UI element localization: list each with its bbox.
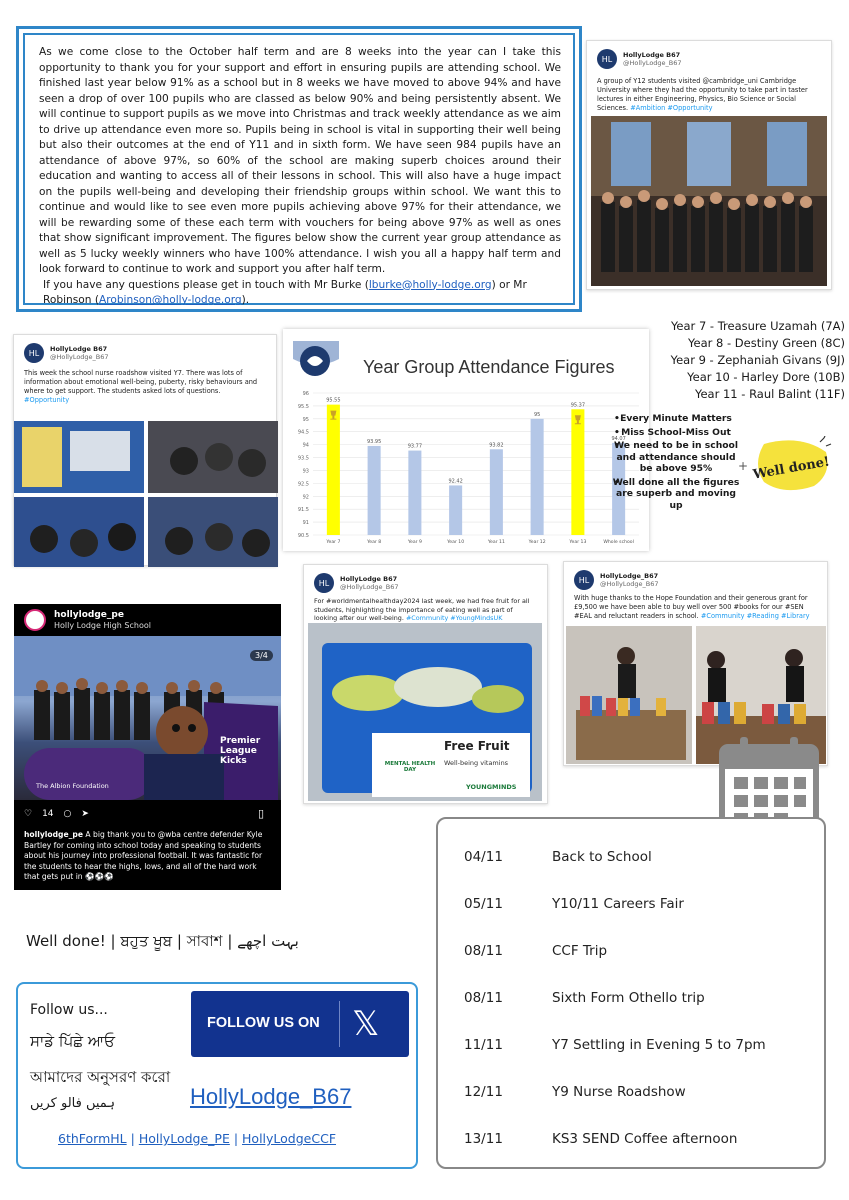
bar-value-label: 93.77 xyxy=(407,443,423,450)
event-item xyxy=(464,990,705,1006)
event-item xyxy=(464,849,652,865)
tweet-text xyxy=(597,77,821,113)
link-6thformhl[interactable]: 6thFormHL xyxy=(58,1131,127,1146)
event-title: Back to School xyxy=(552,849,652,865)
event-date: 05/11 xyxy=(464,896,503,912)
winner-year-8: Year 8 - Destiny Green (8C) xyxy=(688,336,845,350)
tweet-author-handle: @HollyLodge_B67 xyxy=(600,580,659,588)
event-title: Y10/11 Careers Fair xyxy=(552,896,684,912)
intro-contact xyxy=(39,278,561,309)
share-icon[interactable]: ➤ xyxy=(81,809,89,819)
note-item: • Well done all the figures are superb and moving up xyxy=(612,477,740,512)
follow-button-label: FOLLOW US ON xyxy=(207,1015,320,1031)
cambridge-group-photo xyxy=(591,116,827,286)
bar-value-label: 95.55 xyxy=(326,397,341,404)
tweet-author-handle: @HollyLodge_B67 xyxy=(623,59,682,67)
winner-year-10: Year 10 - Harley Dore (10B) xyxy=(687,370,845,384)
well-done-multilingual: Well done! | ਬਹੁਤ ਖੂਬ | সাবাশ | بہت اچھے xyxy=(26,932,299,950)
tweet-nurse-roadshow xyxy=(13,334,277,566)
y-tick-label: 92 xyxy=(302,494,309,501)
bar-value-label: 93.95 xyxy=(366,438,382,445)
tweet-author-name: HollyLodge B67 xyxy=(623,51,681,59)
caption-text: A big thank you to @wba centre defender Kyle Bartley for coming into school today and speaking to students about his journey into professional football. It was fantastic for the students to hear the highs, lows, and all of the hard work that gets put in ⚽⚽⚽ xyxy=(24,830,263,881)
intro-letter-text: As we come close to the October half term and are 8 weeks into the year can I take this opportunity to thank you for your support and effort in ensuring pupils are attending school. We finished last year below 91% as a school but in 8 weeks we have moved to above 94% and have seen a drop of over 100 pupils who are classed as below 90% and being persistently absent. We will continue to support pupils as we move into Christmas and track weekly attendance as we aim to drive up attendance even more so. Pupils being in school is vital in supporting their well being but also their outcomes at the end of Y11 and in sixth form. We have seen 984 pupils have an attendance of above 97%, so 60% of the school are making superb choices around their education and wanting to access all of their lessons in school. This will also have a huge impact on the pupils well-being and developing their friendship groups within school. We want this to continue and would like to see even more pupils achieving above 97% for their attendance, we will be rewarding some of these each term with vouchers for being above 97% as well as ones that show significant improvement. The figures below show the current year group attendance as well as 5 lucky weekly winners who have 100% attendance. I wish you all a happy half term and look forward to continue to work and support you after half term. xyxy=(39,46,561,275)
svg-text:+: + xyxy=(738,459,749,473)
event-date: 08/11 xyxy=(464,990,503,1006)
y-tick-label: 94 xyxy=(302,442,309,449)
x-tick-label: Year 12 xyxy=(528,540,546,545)
y-tick-label: 90.5 xyxy=(297,533,309,539)
contact-prefix: If you have any questions please get in touch with Mr Burke ( xyxy=(43,278,369,291)
x-tick-label: Year 11 xyxy=(487,540,505,545)
note-item: • Miss School-Miss Out xyxy=(612,427,740,439)
x-tick-label: Whole school xyxy=(603,540,634,545)
tweet-text xyxy=(574,594,817,621)
contact-email-burke[interactable]: lburke@holly-lodge.org xyxy=(368,278,492,291)
event-date: 08/11 xyxy=(464,943,503,959)
insta-caption xyxy=(24,830,274,883)
follow-english: Follow us... xyxy=(30,1002,108,1018)
follow-us-box xyxy=(16,982,418,1169)
sign-title: Free Fruit xyxy=(444,739,510,753)
instagram-post xyxy=(14,604,281,890)
event-title: CCF Trip xyxy=(552,943,608,959)
x-logo-icon: 𝕏 xyxy=(352,1004,380,1044)
chart-bar xyxy=(368,446,381,535)
photo-counter: 3/4 xyxy=(250,650,273,661)
event-date: 13/11 xyxy=(464,1131,503,1147)
other-accounts-row xyxy=(58,1131,336,1146)
tweet-text xyxy=(24,369,266,405)
tweet-body: This week the school nurse roadshow visited Y7. There was lots of information about emotional well-being, puberty, risky behaviours and where to get support. The students asked lots of questions. xyxy=(24,369,258,395)
link-separator: | xyxy=(229,1131,243,1146)
sticker-text: Well done! xyxy=(751,454,831,483)
comment-icon[interactable]: ○ xyxy=(63,809,72,819)
event-date: 11/11 xyxy=(464,1037,503,1053)
event-item xyxy=(464,1037,766,1053)
bar-value-label: 92.42 xyxy=(448,478,463,485)
tweet-body: For #worldmentalhealthday2024 last week, we had free fruit for all students, highlighting the importance of eating well as part of looking after our well-being. xyxy=(314,597,530,623)
tweet-author-name: HollyLodge B67 xyxy=(50,345,108,353)
y-tick-label: 92.5 xyxy=(297,481,309,488)
tweet-tags: #Community #YoungMindsUK xyxy=(405,614,503,623)
banner-brand: Premier League Kicks xyxy=(220,736,261,766)
event-item xyxy=(464,896,684,912)
chart-bar xyxy=(449,485,462,535)
free-fruit-photo xyxy=(308,623,542,801)
sign-badge: MENTAL HEALTH DAY xyxy=(384,761,436,773)
well-done-sticker xyxy=(734,436,834,496)
chart-bar xyxy=(327,405,340,535)
tweet-tags: #Community #Reading #Library xyxy=(700,612,810,620)
contact-email-robinson[interactable]: Arobinson@holly-lodge.org xyxy=(98,294,242,306)
sign-brand: YOUNGMINDS xyxy=(466,783,517,791)
avatar: HL xyxy=(24,343,44,363)
winner-year-7: Year 7 - Treasure Uzamah (7A) xyxy=(670,319,845,333)
y-tick-label: 95.5 xyxy=(297,403,309,410)
event-item xyxy=(464,1084,686,1100)
avatar: HL xyxy=(574,570,594,590)
heart-icon[interactable]: ♡ xyxy=(24,809,33,819)
y-tick-label: 91 xyxy=(302,520,309,527)
chart-bar xyxy=(571,409,584,535)
intro-letter-box xyxy=(16,26,582,312)
y-tick-label: 96 xyxy=(302,391,309,397)
tweet-body: With huge thanks to the Hope Foundation and their generous grant for £9,500 we have been able to buy well over 500 #books for our #SEN #EAL and reluctant readers in school. xyxy=(574,594,808,620)
tweet-tags: #Opportunity xyxy=(24,396,70,404)
event-date: 04/11 xyxy=(464,849,503,865)
bar-value-label: 93.82 xyxy=(489,442,504,449)
tweet-text xyxy=(314,597,537,623)
tweet-body: A group of Y12 students visited @cambridge_uni Cambridge University where they had the opportunity to take part in taster lectures in either Engineering, Physics, Bio Science or Social Sciences. xyxy=(597,77,808,112)
link-separator: | xyxy=(126,1131,139,1146)
nurse-roadshow-photos xyxy=(14,421,278,567)
avatar: HL xyxy=(314,573,334,593)
follow-punjabi: ਸਾਡੇ ਪਿੱਛੇ ਆਓ xyxy=(30,1032,115,1050)
event-title: Y9 Nurse Roadshow xyxy=(552,1084,686,1100)
tweet-free-fruit xyxy=(303,564,548,804)
avatar xyxy=(24,609,46,631)
event-item xyxy=(464,1131,737,1147)
event-title: KS3 SEND Coffee afternoon xyxy=(552,1131,738,1147)
chart-bar xyxy=(408,451,421,535)
link-hollylodgeccf[interactable]: HollyLodgeCCF xyxy=(242,1131,337,1146)
weekly-winners-list xyxy=(650,318,845,403)
tweet-author-name: HollyLodge B67 xyxy=(340,575,398,583)
chart-title: Year Group Attendance Figures xyxy=(363,357,615,377)
insta-photo xyxy=(14,636,281,800)
bar-value-label: 95.37 xyxy=(570,402,586,409)
attendance-notes xyxy=(612,413,740,513)
like-count: 14 xyxy=(42,809,54,819)
chart-bar xyxy=(490,449,503,535)
link-hollylodge-pe[interactable]: HollyLodge_PE xyxy=(138,1131,230,1146)
y-tick-label: 93.5 xyxy=(297,455,309,462)
bar-value-label: 94.07 xyxy=(611,435,626,442)
tweet-tags: #Ambition #Opportunity xyxy=(630,104,713,112)
event-title: Sixth Form Othello trip xyxy=(552,990,705,1006)
y-tick-label: 95 xyxy=(302,416,309,423)
follow-bengali: আমাদের অনুসরণ করো xyxy=(30,1068,171,1086)
sign-subtitle: Well-being vitamins xyxy=(444,759,509,767)
banner-foundation: The Albion Foundation xyxy=(36,782,109,790)
x-handle-link[interactable]: HollyLodge_B67 xyxy=(190,1084,352,1109)
tweet-author-handle: @HollyLodge_B67 xyxy=(50,353,109,361)
attendance-bar-chart xyxy=(283,329,649,551)
x-tick-label: Year 7 xyxy=(326,540,341,545)
chart-bar xyxy=(531,419,544,535)
follow-us-on-x-button[interactable] xyxy=(191,991,409,1057)
event-title: Y7 Settling in Evening 5 to 7pm xyxy=(552,1037,766,1053)
x-tick-label: Year 9 xyxy=(407,540,422,545)
upcoming-events-box xyxy=(436,817,826,1169)
intro-letter-inner xyxy=(23,33,575,305)
y-tick-label: 91.5 xyxy=(297,507,309,514)
contact-suffix: ). xyxy=(241,294,250,306)
caption-username[interactable]: hollylodge_pe xyxy=(24,830,84,839)
event-item xyxy=(464,943,607,959)
y-tick-label: 93 xyxy=(302,468,309,475)
event-date: 12/11 xyxy=(464,1084,503,1100)
avatar: HL xyxy=(597,49,617,69)
x-tick-label: Year 10 xyxy=(447,540,465,545)
x-tick-label: Year 13 xyxy=(569,540,587,545)
winner-year-9: Year 9 - Zephaniah Givans (9J) xyxy=(670,353,845,367)
insta-subtitle: Holly Lodge High School xyxy=(54,621,151,630)
tweet-books xyxy=(563,561,828,766)
winner-year-11: Year 11 - Raul Balint (11F) xyxy=(694,387,845,401)
note-item: • We need to be in school and attendance should be above 95% xyxy=(612,440,740,475)
y-tick-label: 94.5 xyxy=(297,429,309,436)
note-item: • Every Minute Matters xyxy=(612,413,740,425)
tweet-author-handle: @HollyLodge_B67 xyxy=(340,583,399,591)
x-tick-label: Year 8 xyxy=(367,540,382,545)
bookmark-icon[interactable]: ▯ xyxy=(258,807,265,820)
attendance-chart-panel xyxy=(283,329,649,551)
tweet-cambridge xyxy=(586,40,832,290)
tweet-author-name: HollyLodge_B67 xyxy=(600,572,659,580)
follow-urdu: ہمیں فالو کریں xyxy=(30,1096,115,1111)
contact-mid: ) or Mr Robinson ( xyxy=(43,278,527,306)
button-divider xyxy=(339,1001,340,1047)
bar-value-label: 95 xyxy=(533,411,541,418)
insta-username[interactable]: hollylodge_pe xyxy=(54,610,124,620)
